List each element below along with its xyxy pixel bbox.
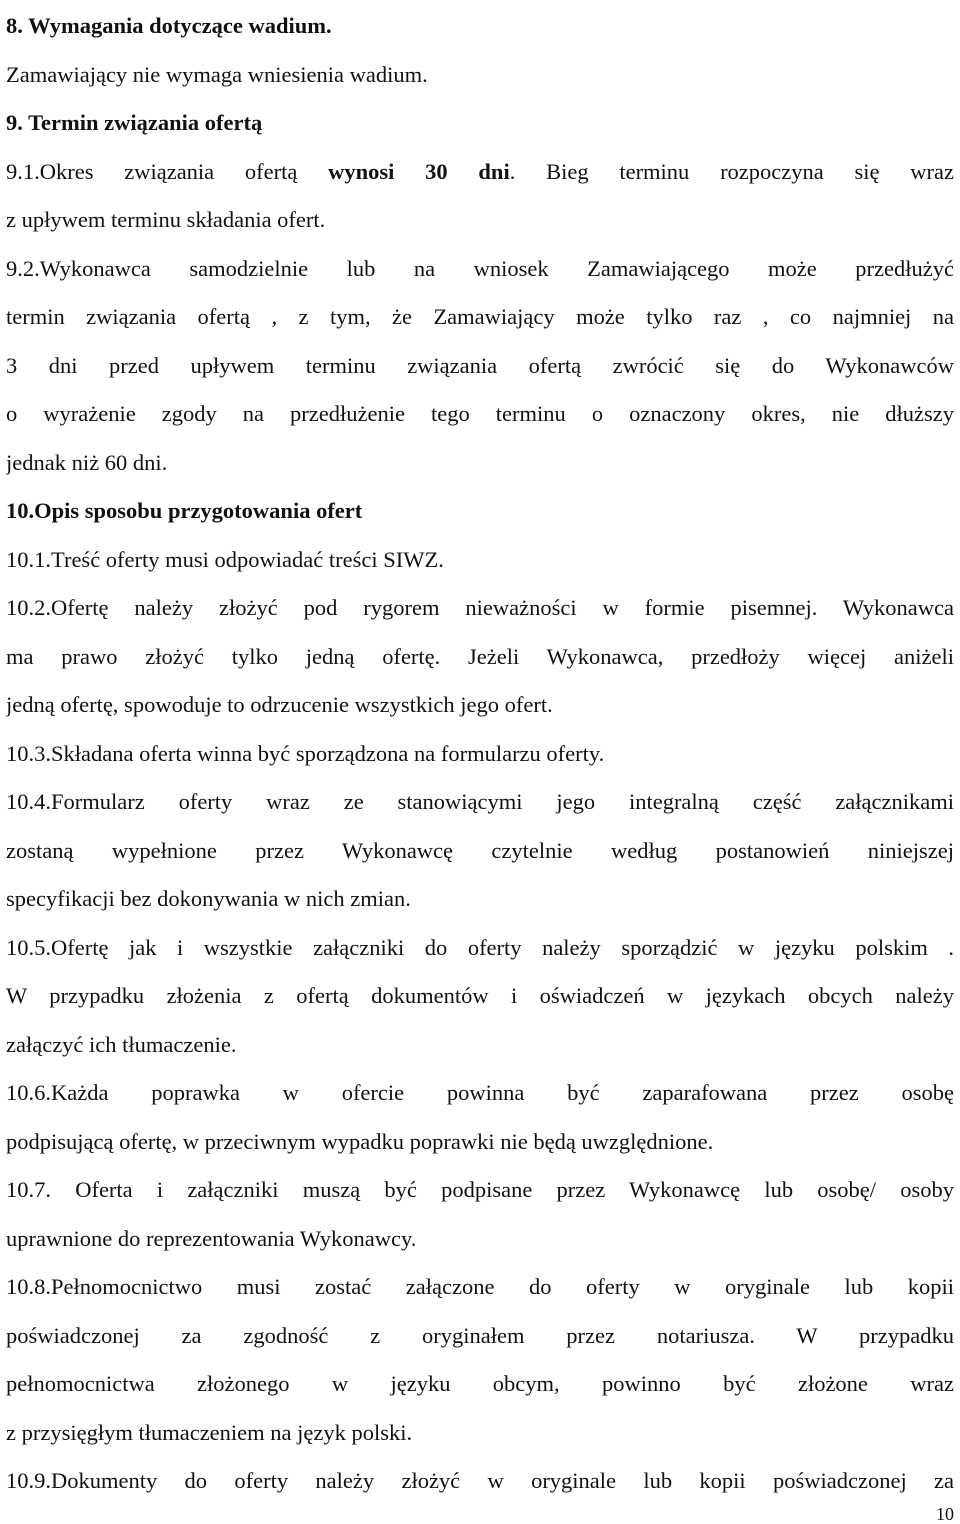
text-segment: zostaną wypełnione przez Wykonawcę czytelnie według postanowień niniejszej [6, 837, 954, 863]
text-segment: jednak niż 60 dni. [6, 449, 168, 475]
text-line [6, 972, 954, 1021]
text-line [6, 148, 954, 197]
text-line [6, 1021, 954, 1070]
text-line [6, 1215, 954, 1264]
text-segment: o wyrażenie zgody na przedłużenie tego terminu o oznaczony okres, nie dłuższy [6, 401, 954, 426]
text-segment: 10.5.Ofertę jak i wszystkie załączniki do oferty należy sporządzić w języku polskim . [6, 934, 954, 960]
text-line [6, 875, 954, 924]
text-line [6, 245, 954, 294]
text-segment: specyfikacji bez dokonywania w nich zmian. [6, 886, 411, 911]
text-segment: 9.2.Wykonawca samodzielnie lub na wniosek Zamawiającego może przedłużyć [6, 255, 954, 281]
text-segment: 3 dni przed upływem terminu związania ofertą zwrócić się do Wykonawców [6, 352, 954, 378]
text-line [6, 2, 954, 51]
text-segment: 10.7. Oferta i załączniki muszą być podpisane przez Wykonawcę lub osobę/ osoby [6, 1177, 954, 1202]
bold-text-segment: 9. Termin związania ofertą [6, 110, 263, 135]
text-line [6, 1360, 954, 1409]
text-line [6, 99, 954, 148]
text-segment: 10.6.Każda poprawka w ofercie powinna być zaparafowana przez osobę [6, 1080, 954, 1105]
text-segment: ma prawo złożyć tylko jedną ofertę. Jeżeli Wykonawca, przedłoży więcej aniżeli [6, 643, 954, 669]
text-line [6, 196, 954, 245]
text-line [6, 1457, 954, 1506]
text-line [6, 924, 954, 973]
text-segment: W przypadku złożenia z ofertą dokumentów i oświadczeń w językach obcych należy [6, 983, 954, 1008]
text-line [6, 730, 954, 779]
text-segment: poświadczonej za zgodność z oryginałem przez notariusza. W przypadku [6, 1322, 954, 1348]
text-segment: uprawnione do reprezentowania Wykonawcy. [6, 1225, 417, 1251]
text-line [6, 681, 954, 730]
text-line [6, 1409, 954, 1458]
bold-text-segment: 10.Opis sposobu przygotowania ofert [6, 498, 363, 523]
text-line [6, 342, 954, 391]
document-page [6, 2, 954, 1506]
text-segment: 10.3.Składana oferta winna być sporządzona na formularzu oferty. [6, 740, 605, 766]
text-segment: . Bieg terminu rozpoczyna się wraz [509, 158, 954, 184]
text-line [6, 778, 954, 827]
text-segment: z upływem terminu składania ofert. [6, 207, 326, 232]
text-line [6, 487, 954, 536]
text-segment: 10.2.Ofertę należy złożyć pod rygorem nieważności w formie pisemnej. Wykonawca [6, 595, 954, 620]
text-segment: pełnomocnictwa złożonego w języku obcym, powinno być złożone wraz [6, 1371, 954, 1396]
text-line [6, 1166, 954, 1215]
text-line [6, 439, 954, 488]
text-segment: 10.1.Treść oferty musi odpowiadać treści SIWZ. [6, 546, 444, 572]
text-line [6, 390, 954, 439]
bold-text-segment: wynosi 30 dni [328, 158, 510, 184]
text-segment: załączyć ich tłumaczenie. [6, 1031, 237, 1057]
text-line [6, 51, 954, 100]
text-line [6, 584, 954, 633]
text-line [6, 1312, 954, 1361]
text-line [6, 1263, 954, 1312]
text-segment: jedną ofertę, spowoduje to odrzucenie wszystkich jego ofert. [6, 692, 553, 717]
text-segment: termin związania ofertą , z tym, że Zamawiający może tylko raz , co najmniej na [6, 304, 954, 329]
text-line [6, 633, 954, 682]
text-segment: 10.4.Formularz oferty wraz ze stanowiącymi jego integralną część załącznikami [6, 789, 954, 814]
text-line [6, 1069, 954, 1118]
text-segment: 10.9.Dokumenty do oferty należy złożyć w oryginale lub kopii poświadczonej za [6, 1468, 954, 1493]
text-segment: 10.8.Pełnomocnictwo musi zostać załączone do oferty w oryginale lub kopii [6, 1274, 954, 1299]
bold-text-segment: 8. Wymagania dotyczące wadium. [6, 13, 332, 38]
text-segment: podpisującą ofertę, w przeciwnym wypadku poprawki nie będą uwzględnione. [6, 1128, 714, 1154]
text-line [6, 536, 954, 585]
text-line [6, 293, 954, 342]
text-line [6, 827, 954, 876]
text-segment: 9.1.Okres związania ofertą [6, 158, 329, 184]
text-segment: Zamawiający nie wymaga wniesienia wadium. [6, 61, 428, 87]
text-line [6, 1118, 954, 1167]
text-segment: z przysięgłym tłumaczeniem na język polski. [6, 1419, 413, 1445]
page-number: 10 [936, 1504, 954, 1524]
